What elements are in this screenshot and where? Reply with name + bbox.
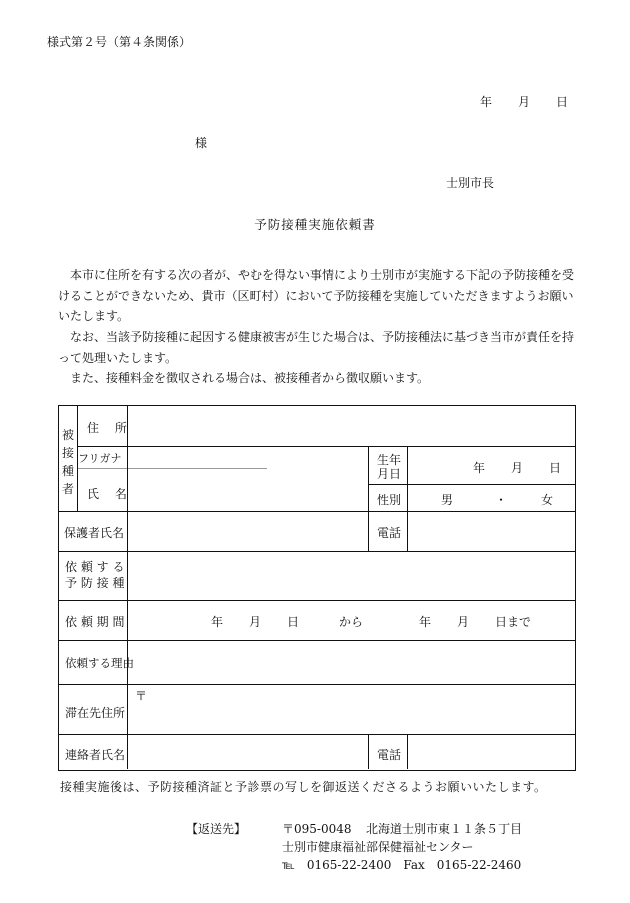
sex-female: 女 (541, 493, 554, 507)
recipient-char-1: 被 (62, 428, 75, 442)
name-label: 氏 名 (87, 487, 133, 501)
birth-year: 年 (473, 461, 486, 475)
birth-label-1: 生年 (377, 453, 402, 467)
body-paragraph-1: 本市に住所を有する次の者が、やむを得ない事情により士別市が実施する下記の予防接種を受けることができないため、貴市（区町村）において予防接種を実施していただきますようお願いいたします。 (58, 268, 575, 323)
birth-label-2: 月日 (377, 467, 402, 481)
recipient-char-4: 者 (62, 482, 75, 496)
body-paragraph-3: また、接種料金を徴収される場合は、被接種者から徴収願います。 (70, 371, 430, 385)
sender: 士別市長 (446, 176, 495, 190)
sex-label: 性別 (377, 493, 402, 507)
addressee: 様 (195, 136, 208, 150)
furigana-label: フリガナ (78, 452, 122, 465)
date-day: 日 (556, 95, 569, 109)
period-from-month: 月 (249, 615, 262, 629)
form-code: 様式第２号（第４条関係） (47, 35, 192, 49)
contact-phone-label: 電話 (377, 748, 402, 762)
contact-label: 連絡者氏名 (65, 748, 126, 762)
period-from-year: 年 (211, 615, 224, 629)
return-tel: ℡ 0165-22-2400 Fax 0165-22-2460 (282, 858, 522, 872)
body-paragraph-2: なお、当該予防接種に起因する健康被害が生じた場合は、予防接種法に基づき当市が責任を持って処理いたします。 (58, 330, 575, 365)
sex-male: 男 (441, 493, 454, 507)
date-year: 年 (480, 95, 493, 109)
return-zip: 〒095-0048 (282, 822, 352, 836)
period-from-day: 日 (287, 615, 300, 629)
return-address: 北海道士別市東１１条５丁目 (366, 822, 523, 836)
birth-month: 月 (511, 461, 524, 475)
phone-label: 電話 (377, 526, 402, 540)
return-label: 【返送先】 (186, 822, 247, 836)
period-to-month: 月 (457, 615, 470, 629)
period-to-year: 年 (419, 615, 432, 629)
guardian-label: 保護者氏名 (64, 526, 125, 540)
period-label: 依 頼 期 間 (65, 615, 125, 629)
sex-separator: ・ (495, 493, 508, 507)
request-form-table (58, 405, 576, 771)
reason-label: 依頼する理由 (65, 656, 134, 670)
recipient-char-3: 種 (62, 464, 75, 478)
document-title: 予防接種実施依頼書 (254, 217, 376, 232)
vaccine-label-2: 予 防 接 種 (65, 576, 125, 590)
birth-day: 日 (549, 461, 562, 475)
return-office: 士別市健康福祉部保健福祉センター (282, 840, 474, 854)
period-from: から (339, 615, 364, 629)
period-to-day: 日まで (495, 615, 532, 629)
footer-note: 接種実施後は、予防接種済証と予診票の写しを御返送くださるようお願いいたします。 (60, 780, 547, 794)
vaccine-label-1: 依 頼 す る (65, 560, 125, 574)
stay-address-label: 滞在先住所 (65, 706, 126, 720)
date-month: 月 (518, 95, 531, 109)
date-line (480, 93, 568, 110)
recipient-char-2: 接 (62, 446, 75, 460)
postal-mark: 〒 (135, 689, 148, 703)
address-label: 住 所 (87, 421, 133, 435)
